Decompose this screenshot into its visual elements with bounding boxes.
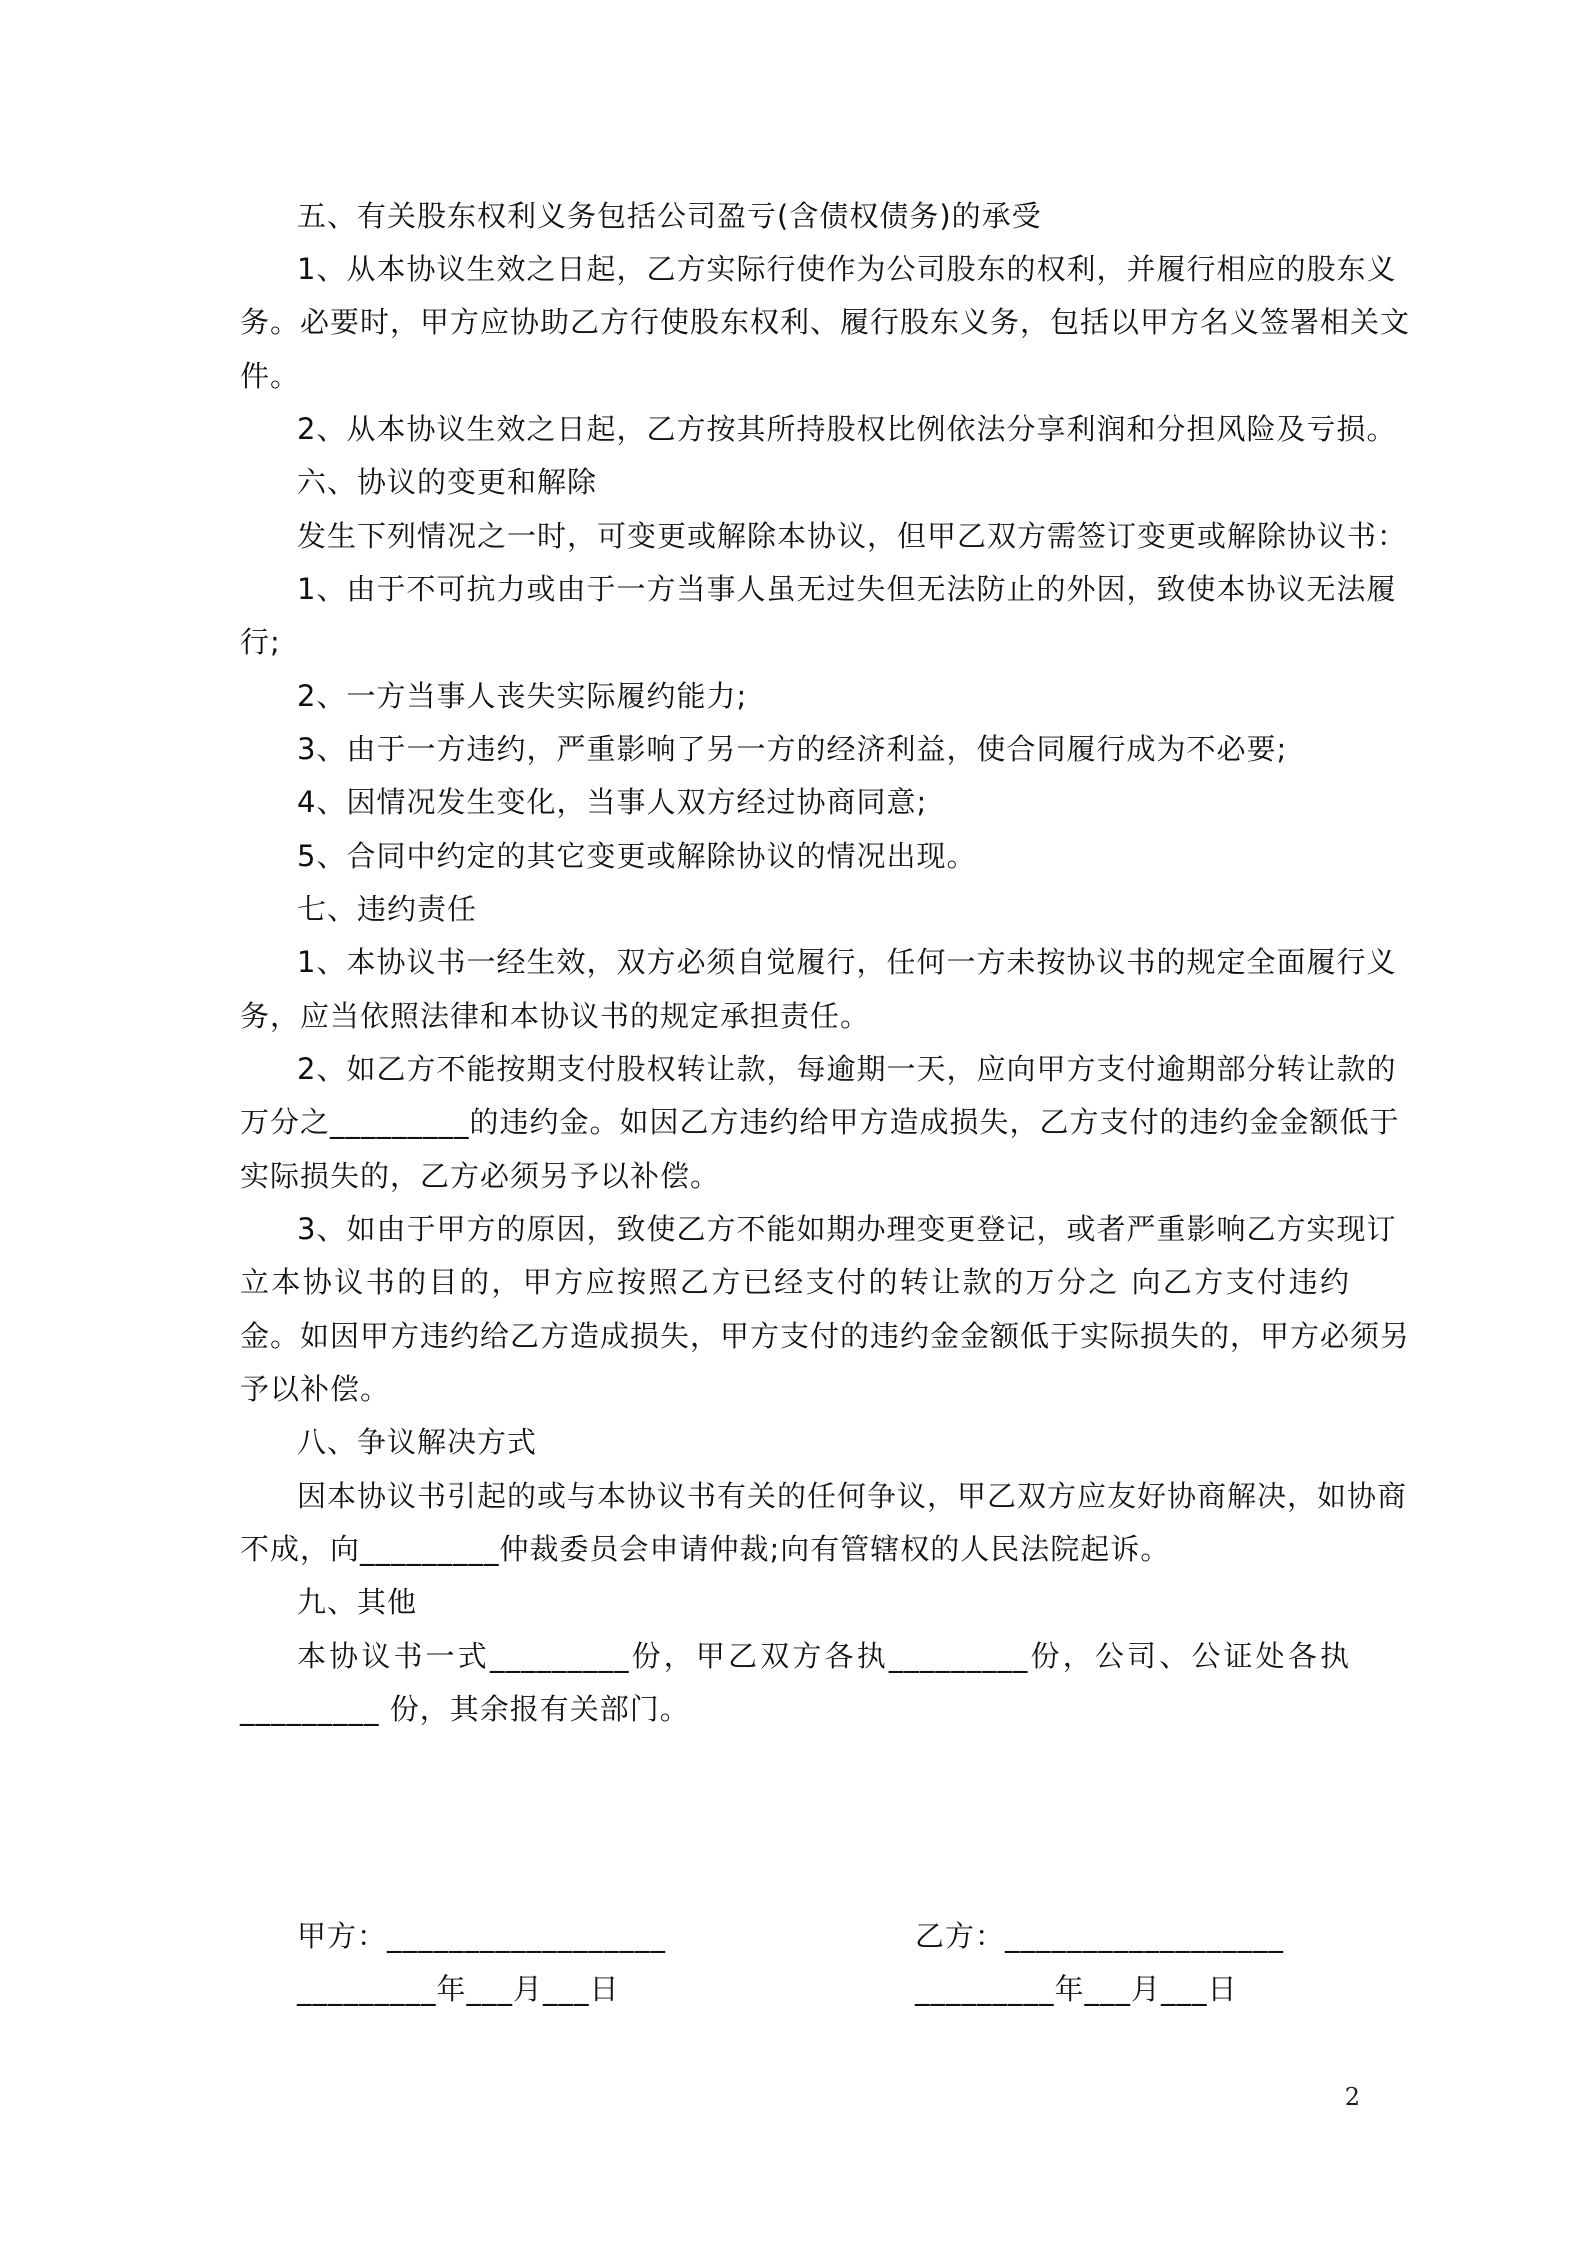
party-a-signature: 甲方：__________________ — [297, 1919, 667, 1953]
paragraph-line: 不成，向_________仲裁委员会申请仲裁;向有管辖权的人民法院起诉。 — [240, 1532, 1171, 1566]
paragraph-line: 予以补偿。 — [240, 1372, 391, 1406]
paragraph-line: 立本协议书的目的，甲方应按照乙方已经支付的转让款的万分之 向乙方支付违约 — [240, 1265, 1350, 1299]
paragraph-line: 行; — [240, 625, 281, 659]
party-a-date: _________年___月___日 — [297, 1972, 620, 2006]
paragraph-line: 金。如因甲方违约给乙方造成损失，甲方支付的违约金金额低于实际损失的，甲方必须另 — [240, 1319, 1411, 1353]
paragraph-line: 发生下列情况之一时，可变更或解除本协议，但甲乙双方需签订变更或解除协议书： — [297, 519, 1408, 553]
paragraph-line: 3、由于一方违约，严重影响了另一方的经济利益，使合同履行成为不必要; — [297, 732, 1288, 766]
party-b-date: _________年___月___日 — [915, 1972, 1238, 2006]
paragraph-line: 5、合同中约定的其它变更或解除协议的情况出现。 — [297, 839, 977, 873]
paragraph-line: _________ 份，其余报有关部门。 — [240, 1692, 690, 1726]
paragraph-line: 2、一方当事人丧失实际履约能力; — [297, 679, 748, 713]
section-heading: 九、其他 — [297, 1585, 418, 1619]
paragraph-line: 2、如乙方不能按期支付股权转让款，每逾期一天，应向甲方支付逾期部分转让款的 — [297, 1052, 1397, 1086]
section-heading: 八、争议解决方式 — [297, 1425, 538, 1459]
section-heading: 七、违约责任 — [297, 892, 478, 926]
paragraph-line: 1、由于不可抗力或由于一方当事人虽无过失但无法防止的外因，致使本协议无法履 — [297, 572, 1397, 606]
page-number: 2 — [1344, 2083, 1360, 2111]
party-b-signature: 乙方：__________________ — [915, 1919, 1285, 1953]
section-heading: 五、有关股东权利义务包括公司盈亏(含债权债务)的承受 — [297, 199, 1042, 233]
section-heading: 六、协议的变更和解除 — [297, 465, 598, 499]
paragraph-line: 件。 — [240, 359, 301, 393]
paragraph-line: 万分之_________的违约金。如因乙方违约给甲方造成损失，乙方支付的违约金金额低于 — [240, 1105, 1400, 1139]
paragraph-line: 本协议书一式_________份，甲乙双方各执_________份，公司、公证处各执 — [297, 1639, 1350, 1673]
paragraph-line: 实际损失的，乙方必须另予以补偿。 — [240, 1159, 721, 1193]
paragraph-line: 2、从本协议生效之日起，乙方按其所持股权比例依法分享利润和分担风险及亏损。 — [297, 412, 1397, 446]
paragraph-line: 因本协议书引起的或与本协议书有关的任何争议，甲乙双方应友好协商解决，如协商 — [297, 1479, 1408, 1513]
paragraph-line: 3、如由于甲方的原因，致使乙方不能如期办理变更登记，或者严重影响乙方实现订 — [297, 1212, 1397, 1246]
paragraph-line: 1、从本协议生效之日起，乙方实际行使作为公司股东的权利，并履行相应的股东义 — [297, 252, 1397, 286]
paragraph-line: 1、本协议书一经生效，双方必须自觉履行，任何一方未按协议书的规定全面履行义 — [297, 945, 1397, 979]
paragraph-line: 务，应当依照法律和本协议书的规定承担责任。 — [240, 999, 871, 1033]
paragraph-line: 务。必要时，甲方应协助乙方行使股东权利、履行股东义务，包括以甲方名义签署相关文 — [240, 305, 1411, 339]
paragraph-line: 4、因情况发生变化，当事人双方经过协商同意; — [297, 785, 928, 819]
